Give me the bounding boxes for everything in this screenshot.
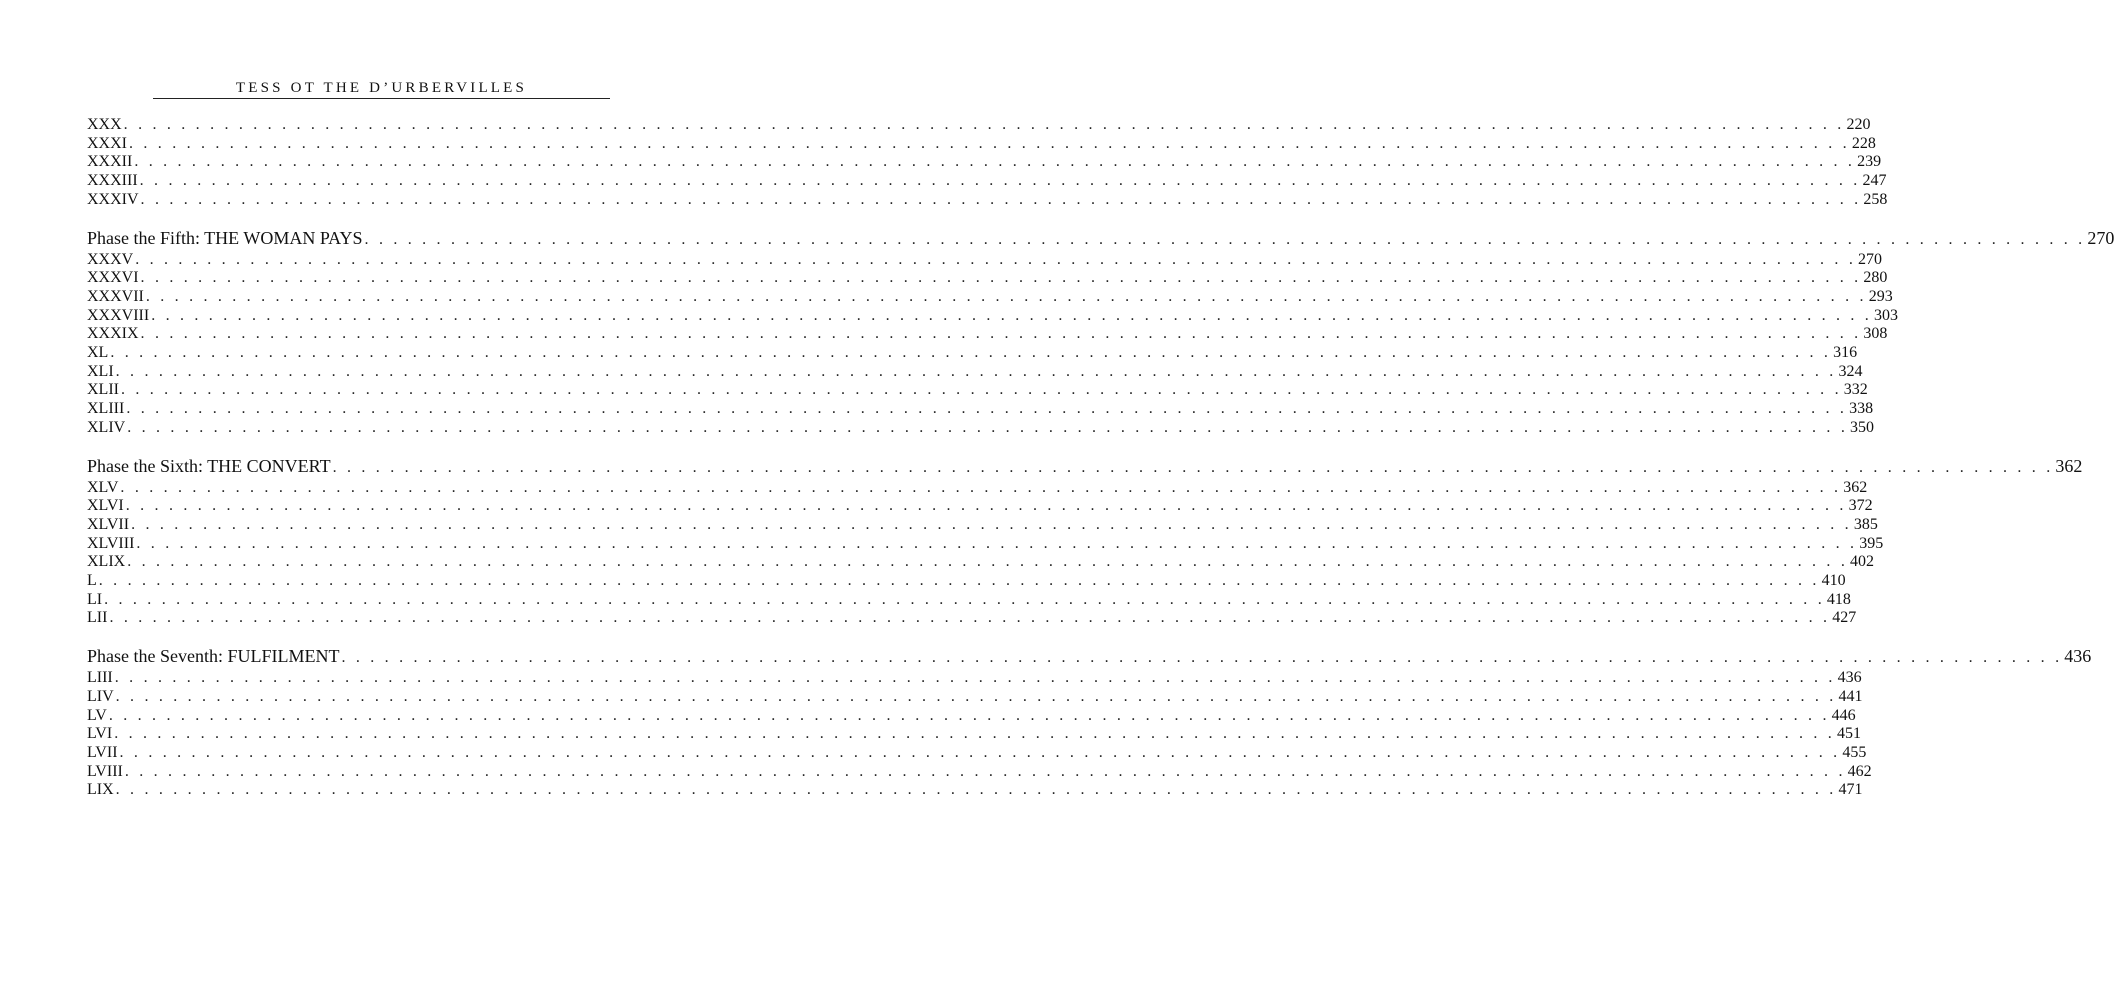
chapter-number: XXXIV [87, 190, 139, 208]
chapter-number: XXXI [87, 134, 127, 152]
toc-entry[interactable] [87, 190, 1888, 210]
dot-leader: . . . . . . . . . . . . . . . . . . . . . . . . . . . . . . . . . . . . . . . . . . . . . . . . . . . . . . . . . . . . . . . . . . . . . . . . . . . . . . . . . . . . . . . . . . . . . . . . . . . . . . . . . . . . . . . . . . . . . . . . [140, 325, 1862, 343]
toc-entry[interactable] [87, 590, 1851, 610]
toc-phase-heading[interactable] [87, 645, 2092, 669]
chapter-number: XXXVII [87, 287, 144, 305]
dot-leader: . . . . . . . . . . . . . . . . . . . . . . . . . . . . . . . . . . . . . . . . . . . . . . . . . . . . . . . . . . . . . . . . . . . . . . . . . . . . . . . . . . . . . . . . . . . . . . . . . . . . . . . . . . . . . . . . . . . . . . . . [136, 534, 1858, 552]
toc-entry[interactable] [87, 609, 1857, 628]
chapter-number: LVII [87, 743, 118, 761]
chapter-number: XXX [87, 116, 122, 133]
page-number: 303 [1874, 306, 1899, 324]
page-number: 280 [1863, 269, 1888, 287]
toc-entry[interactable] [87, 362, 1863, 382]
toc-entry[interactable] [87, 400, 1874, 419]
page-number: 427 [1832, 609, 1857, 627]
toc-phase-heading[interactable] [87, 455, 2083, 479]
toc-entry[interactable] [87, 172, 1887, 191]
dot-leader: . . . . . . . . . . . . . . . . . . . . . . . . . . . . . . . . . . . . . . . . . . . . . . . . . . . . . . . . . . . . . . . . . . . . . . . . . . . . . . . . . . . . . . . . . . . . . . . . . . . . . . . . . . . . . . . . . . . . . . . . [115, 362, 1837, 380]
page-number: 446 [1831, 706, 1856, 724]
dot-leader: . . . . . . . . . . . . . . . . . . . . . . . . . . . . . . . . . . . . . . . . . . . . . . . . . . . . . . . . . . . . . . . . . . . . . . . . . . . . . . . . . . . . . . . . . . . . . . . . . . . . . . . . . . . . . . . . . . . . . . . . [131, 515, 1852, 533]
dot-leader: . . . . . . . . . . . . . . . . . . . . . . . . . . . . . . . . . . . . . . . . . . . . . . . . . . . . . . . . . . . . . . . . . . . . . . . . . . . . . . . . . . . . . . . . . . . . . . . . . . . . . . . . . . . . . . . . . . . . . . . . [120, 381, 1842, 399]
page-number: 228 [1851, 134, 1876, 152]
dot-leader: . . . . . . . . . . . . . . . . . . . . . . . . . . . . . . . . . . . . . . . . . . . . . . . . . . . . . . . . . . . . . . . . . . . . . . . . . . . . . . . . . . . . . . . . . . . . . . . . . . . . . . . . . . . . . . . . . . . . . . . . [110, 344, 1832, 362]
toc-entry[interactable] [87, 706, 1856, 726]
dot-leader: . . . . . . . . . . . . . . . . . . . . . . . . . . . . . . . . . . . . . . . . . . . . . . . . . . . . . . . . . . . . . . . . . . . . . . . . . . . . . . . . . . . . . . . . . . . . . . . . . . . . . . . . . . . . . . . . . . . . . . . . [124, 762, 1846, 780]
toc-entry[interactable] [87, 762, 1872, 782]
page-number: 308 [1863, 325, 1888, 343]
page-number: 270 [2087, 227, 2114, 248]
toc-entry[interactable] [87, 534, 1884, 554]
chapter-number: XXXVIII [87, 306, 150, 324]
dot-leader: . . . . . . . . . . . . . . . . . . . . . . . . . . . . . . . . . . . . . . . . . . . . . . . . . . . . . . . . . . . . . . . . . . . . . . . . . . . . . . . . . . . . . . . . . . . . . . . . . . . . . . . . . . . . . . . . . . . . . . . . [120, 478, 1842, 496]
chapter-number: LVI [87, 725, 113, 743]
toc-entry[interactable] [87, 344, 1858, 363]
chapter-number: XXXV [87, 250, 134, 268]
chapter-number: LIX [87, 781, 114, 799]
page-number: 324 [1838, 362, 1863, 380]
dot-leader: . . . . . . . . . . . . . . . . . . . . . . . . . . . . . . . . . . . . . . . . . . . . . . . . . . . . . . . . . . . . . . . . . . . . . . . . . . . . . . . . . . . . . . . . . . . . . . . . . . . . . . . . . . . . . . . . . . . . . . . . [108, 706, 1830, 724]
toc-entry[interactable] [87, 269, 1888, 288]
dot-leader: . . . . . . . . . . . . . . . . . . . . . . . . . . . . . . . . . . . . . . . . . . . . . . . . . . . . . . . . . . . . . . . . . . . . . . . . . . . . . . . . . . . . . . . . . . . . . . . . . . . . . . . . . . . . . . . . . . . . . . . . [127, 553, 1849, 571]
chapter-number: LIV [87, 687, 114, 705]
phase-title: Phase the Sixth: THE CONVERT [87, 455, 331, 476]
page-number: 385 [1853, 515, 1878, 533]
page-number: 220 [1846, 116, 1871, 133]
dot-leader: . . . . . . . . . . . . . . . . . . . . . . . . . . . . . . . . . . . . . . . . . . . . . . . . . . . . . . . . . . . . . . . . . . . . . . . . . . . . . . . . . . . . . . . . . . . . . . . . . . . . . . . . . . . . . . . . . . . . . . . . [139, 172, 1861, 190]
toc-entry[interactable] [87, 515, 1878, 535]
page-number: 455 [1842, 743, 1867, 761]
chapter-number: LII [87, 609, 108, 627]
toc-entry[interactable] [87, 287, 1893, 307]
toc-entry[interactable] [87, 418, 1875, 438]
page-number: 418 [1826, 590, 1851, 608]
dot-leader: . . . . . . . . . . . . . . . . . . . . . . . . . . . . . . . . . . . . . . . . . . . . . . . . . . . . . . . . . . . . . . . . . . . . . . . . . . . . . . . . . . . . . . . . . . . . . . . . . . . . . . . . . . . . . . . . . . . . . . . . [114, 669, 1836, 687]
toc-entry[interactable] [87, 478, 1868, 498]
toc-entry[interactable] [87, 134, 1876, 154]
chapter-number: XXXII [87, 153, 133, 171]
chapter-number: LIII [87, 669, 113, 687]
dot-leader: . . . . . . . . . . . . . . . . . . . . . . . . . . . . . . . . . . . . . . . . . . . . . . . . . . . . . . . . . . . . . . . . . . . . . . . . . . . . . . . . . . . . . . . . . . . . . . . . . . . . . . . . . . . . . . . . . . . . . . . . [114, 725, 1835, 743]
dot-leader: . . . . . . . . . . . . . . . . . . . . . . . . . . . . . . . . . . . . . . . . . . . . . . . . . . . . . . . . . . . . . . . . . . . . . . . . . . . . . . . . . . . . . . . . . . . . . . . . . . . . . . . . . . . . . . . . . . . . . . . . [129, 134, 1850, 152]
dot-leader: . . . . . . . . . . . . . . . . . . . . . . . . . . . . . . . . . . . . . . . . . . . . . . . . . . . . . . . . . . . . . . . . . . . . . . . . . . . . . . . . . . . . . . . . . . . . . . . . . . . . . . . . . . . . . . . . . . . . . . . . [364, 230, 2086, 248]
toc-entry[interactable] [87, 572, 1846, 591]
chapter-number: XLIII [87, 400, 125, 418]
page-number: 258 [1863, 190, 1888, 208]
table-of-contents [87, 116, 2114, 800]
toc-section [87, 227, 2114, 438]
dot-leader: . . . . . . . . . . . . . . . . . . . . . . . . . . . . . . . . . . . . . . . . . . . . . . . . . . . . . . . . . . . . . . . . . . . . . . . . . . . . . . . . . . . . . . . . . . . . . . . . . . . . . . . . . . . . . . . . . . . . . . . . [115, 781, 1837, 799]
toc-phase-heading[interactable] [87, 227, 2114, 251]
chapter-number: XLVII [87, 515, 130, 533]
chapter-number: LVIII [87, 762, 123, 780]
toc-entry[interactable] [87, 669, 1862, 688]
dot-leader: . . . . . . . . . . . . . . . . . . . . . . . . . . . . . . . . . . . . . . . . . . . . . . . . . . . . . . . . . . . . . . . . . . . . . . . . . . . . . . . . . . . . . . . . . . . . . . . . . . . . . . . . . . . . . . . . . . . . . . . . [123, 116, 1845, 133]
toc-entry[interactable] [87, 687, 1863, 707]
chapter-number: L [87, 572, 97, 590]
toc-section [87, 645, 2092, 800]
page-number: 395 [1859, 534, 1884, 552]
dot-leader: . . . . . . . . . . . . . . . . . . . . . . . . . . . . . . . . . . . . . . . . . . . . . . . . . . . . . . . . . . . . . . . . . . . . . . . . . . . . . . . . . . . . . . . . . . . . . . . . . . . . . . . . . . . . . . . . . . . . . . . . [126, 400, 1848, 418]
chapter-number: XXXVI [87, 269, 139, 287]
dot-leader: . . . . . . . . . . . . . . . . . . . . . . . . . . . . . . . . . . . . . . . . . . . . . . . . . . . . . . . . . . . . . . . . . . . . . . . . . . . . . . . . . . . . . . . . . . . . . . . . . . . . . . . . . . . . . . . . . . . . . . . . [109, 609, 1831, 627]
toc-section [87, 455, 2083, 629]
toc-entry[interactable] [87, 153, 1882, 172]
toc-entry[interactable] [87, 250, 1883, 270]
toc-section [87, 116, 1888, 210]
page-number: 402 [1850, 553, 1875, 571]
chapter-number: XLV [87, 478, 119, 496]
phase-title: Phase the Seventh: FULFILMENT [87, 646, 340, 667]
page-number: 293 [1868, 287, 1893, 305]
toc-entry[interactable] [87, 325, 1888, 344]
page-number: 372 [1848, 497, 1873, 515]
chapter-number: XXXIII [87, 172, 138, 190]
page-number: 362 [2055, 455, 2083, 476]
chapter-number: XL [87, 344, 109, 362]
toc-entry[interactable] [87, 306, 1899, 326]
page-number: 362 [1843, 478, 1868, 496]
chapter-number: XLIX [87, 553, 126, 571]
page-number: 410 [1821, 572, 1846, 590]
dot-leader: . . . . . . . . . . . . . . . . . . . . . . . . . . . . . . . . . . . . . . . . . . . . . . . . . . . . . . . . . . . . . . . . . . . . . . . . . . . . . . . . . . . . . . . . . . . . . . . . . . . . . . . . . . . . . . . . . . . . . . . . [140, 269, 1862, 287]
page-number: 436 [2064, 646, 2092, 667]
chapter-number: XLVIII [87, 534, 135, 552]
toc-entry[interactable] [87, 497, 1873, 516]
toc-entry[interactable] [87, 725, 1861, 744]
page-number: 239 [1857, 153, 1882, 171]
page-number: 332 [1843, 381, 1868, 399]
toc-entry[interactable] [87, 116, 1871, 135]
phase-title: Phase the Fifth: THE WOMAN PAYS [87, 227, 363, 248]
dot-leader: . . . . . . . . . . . . . . . . . . . . . . . . . . . . . . . . . . . . . . . . . . . . . . . . . . . . . . . . . . . . . . . . . . . . . . . . . . . . . . . . . . . . . . . . . . . . . . . . . . . . . . . . . . . . . . . . . . . . . . . . [341, 649, 2063, 667]
dot-leader: . . . . . . . . . . . . . . . . . . . . . . . . . . . . . . . . . . . . . . . . . . . . . . . . . . . . . . . . . . . . . . . . . . . . . . . . . . . . . . . . . . . . . . . . . . . . . . . . . . . . . . . . . . . . . . . . . . . . . . . . [134, 153, 1856, 171]
dot-leader: . . . . . . . . . . . . . . . . . . . . . . . . . . . . . . . . . . . . . . . . . . . . . . . . . . . . . . . . . . . . . . . . . . . . . . . . . . . . . . . . . . . . . . . . . . . . . . . . . . . . . . . . . . . . . . . . . . . . . . . . [98, 572, 1820, 590]
dot-leader: . . . . . . . . . . . . . . . . . . . . . . . . . . . . . . . . . . . . . . . . . . . . . . . . . . . . . . . . . . . . . . . . . . . . . . . . . . . . . . . . . . . . . . . . . . . . . . . . . . . . . . . . . . . . . . . . . . . . . . . . [127, 418, 1849, 436]
page-number: 441 [1838, 687, 1863, 705]
dot-leader: . . . . . . . . . . . . . . . . . . . . . . . . . . . . . . . . . . . . . . . . . . . . . . . . . . . . . . . . . . . . . . . . . . . . . . . . . . . . . . . . . . . . . . . . . . . . . . . . . . . . . . . . . . . . . . . . . . . . . . . . [119, 743, 1841, 761]
dot-leader: . . . . . . . . . . . . . . . . . . . . . . . . . . . . . . . . . . . . . . . . . . . . . . . . . . . . . . . . . . . . . . . . . . . . . . . . . . . . . . . . . . . . . . . . . . . . . . . . . . . . . . . . . . . . . . . . . . . . . . . . [151, 306, 1873, 324]
dot-leader: . . . . . . . . . . . . . . . . . . . . . . . . . . . . . . . . . . . . . . . . . . . . . . . . . . . . . . . . . . . . . . . . . . . . . . . . . . . . . . . . . . . . . . . . . . . . . . . . . . . . . . . . . . . . . . . . . . . . . . . . [332, 458, 2054, 476]
page-number: 471 [1838, 781, 1863, 799]
toc-entry[interactable] [87, 743, 1867, 763]
chapter-number: LI [87, 590, 103, 608]
dot-leader: . . . . . . . . . . . . . . . . . . . . . . . . . . . . . . . . . . . . . . . . . . . . . . . . . . . . . . . . . . . . . . . . . . . . . . . . . . . . . . . . . . . . . . . . . . . . . . . . . . . . . . . . . . . . . . . . . . . . . . . . [104, 590, 1825, 608]
header-rule [153, 98, 610, 99]
page-number: 338 [1849, 400, 1874, 418]
page-number: 247 [1862, 172, 1887, 190]
chapter-number: LV [87, 706, 107, 724]
dot-leader: . . . . . . . . . . . . . . . . . . . . . . . . . . . . . . . . . . . . . . . . . . . . . . . . . . . . . . . . . . . . . . . . . . . . . . . . . . . . . . . . . . . . . . . . . . . . . . . . . . . . . . . . . . . . . . . . . . . . . . . . [115, 687, 1837, 705]
chapter-number: XXXIX [87, 325, 139, 343]
page-number: 462 [1847, 762, 1872, 780]
dot-leader: . . . . . . . . . . . . . . . . . . . . . . . . . . . . . . . . . . . . . . . . . . . . . . . . . . . . . . . . . . . . . . . . . . . . . . . . . . . . . . . . . . . . . . . . . . . . . . . . . . . . . . . . . . . . . . . . . . . . . . . . [125, 497, 1847, 515]
page-number: 316 [1833, 344, 1858, 362]
page-number: 451 [1837, 725, 1861, 743]
running-header: TESS OT THE D’URBERVILLES [235, 80, 528, 96]
page-number: 270 [1858, 250, 1883, 268]
chapter-number: XLII [87, 381, 119, 399]
toc-entry[interactable] [87, 381, 1868, 400]
dot-leader: . . . . . . . . . . . . . . . . . . . . . . . . . . . . . . . . . . . . . . . . . . . . . . . . . . . . . . . . . . . . . . . . . . . . . . . . . . . . . . . . . . . . . . . . . . . . . . . . . . . . . . . . . . . . . . . . . . . . . . . . [140, 190, 1862, 208]
chapter-number: XLI [87, 362, 114, 380]
chapter-number: XLIV [87, 418, 126, 436]
page-number: 350 [1850, 418, 1875, 436]
dot-leader: . . . . . . . . . . . . . . . . . . . . . . . . . . . . . . . . . . . . . . . . . . . . . . . . . . . . . . . . . . . . . . . . . . . . . . . . . . . . . . . . . . . . . . . . . . . . . . . . . . . . . . . . . . . . . . . . . . . . . . . . [145, 287, 1867, 305]
page-number: 436 [1837, 669, 1862, 687]
toc-entry[interactable] [87, 781, 1863, 800]
toc-entry[interactable] [87, 553, 1875, 572]
chapter-number: XLVI [87, 497, 124, 515]
dot-leader: . . . . . . . . . . . . . . . . . . . . . . . . . . . . . . . . . . . . . . . . . . . . . . . . . . . . . . . . . . . . . . . . . . . . . . . . . . . . . . . . . . . . . . . . . . . . . . . . . . . . . . . . . . . . . . . . . . . . . . . . [135, 250, 1857, 268]
